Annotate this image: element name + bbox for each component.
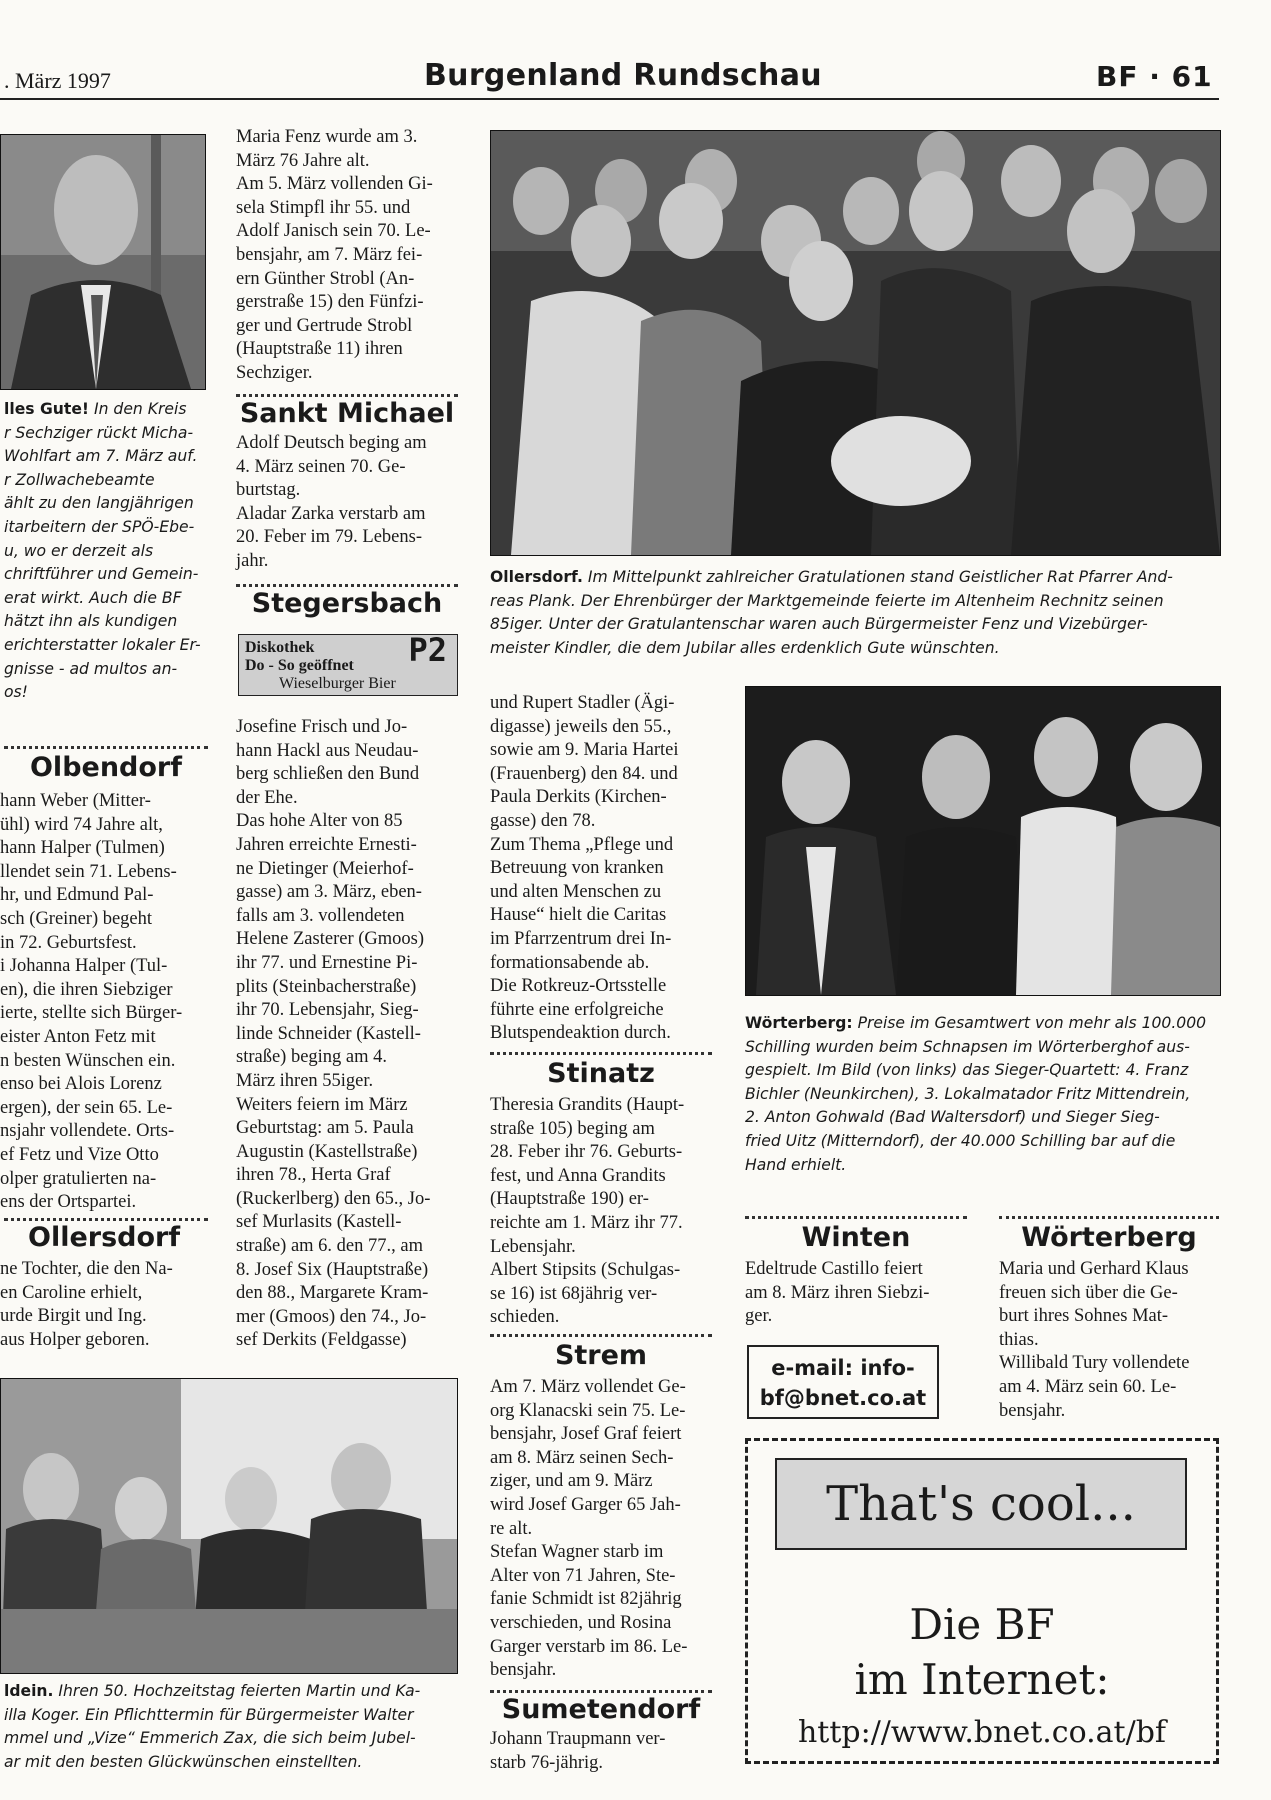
text-line: digasse) jeweils den 55., xyxy=(490,716,672,737)
divider xyxy=(999,1216,1219,1219)
text-line: 8. Josef Six (Hauptstraße) xyxy=(236,1259,429,1280)
caption-text: Bichler (Neunkirchen), 3. Lokalmatador Fritz Mittendrein, xyxy=(745,1084,1191,1103)
text-line: eister Anton Fetz mit xyxy=(0,1026,156,1047)
text-line: und alten Menschen zu xyxy=(490,881,662,902)
text-line: Maria Fenz wurde am 3. xyxy=(236,127,418,147)
divider xyxy=(236,394,458,397)
text-line: starb 76-jährig. xyxy=(490,1752,604,1773)
text-line: sch (Greiner) begeht xyxy=(0,908,153,929)
caption-line xyxy=(4,610,208,634)
text-line: urde Birgit und Ing. xyxy=(0,1306,147,1327)
article-stegersbach-continued xyxy=(490,692,712,1046)
heading-sumetendorf: Sumetendorf xyxy=(501,1694,701,1725)
text-line: ens der Ortspartei. xyxy=(0,1192,137,1213)
heading-woerterberg: Wörterberg xyxy=(1021,1222,1197,1253)
caption-line xyxy=(745,1106,1219,1130)
text-line: re alt. xyxy=(490,1518,533,1539)
text-line: ühl) wird 74 Jahre alt, xyxy=(0,814,163,835)
caption-lead: Wörterberg: xyxy=(745,1014,853,1032)
heading-sankt-michael: Sankt Michael xyxy=(239,398,455,429)
text-line: hann Hackl aus Neudau- xyxy=(236,740,419,761)
text-line: ne Tochter, die den Na- xyxy=(0,1259,173,1279)
caption-text: r Zollwachebeamte xyxy=(4,470,155,489)
caption-lead: lles Gute! xyxy=(4,400,90,418)
divider xyxy=(490,1052,712,1055)
text-line: 28. Feber ihr 76. Geburts- xyxy=(490,1142,683,1163)
text-line: hann Weber (Mitter- xyxy=(0,791,151,811)
text-line: ger. xyxy=(745,1306,773,1327)
caption-line xyxy=(4,492,208,516)
text-line: März ihren 55iger. xyxy=(236,1070,374,1091)
caption-text: Wohlfart am 7. März auf. xyxy=(4,447,198,466)
caption-text: erichterstatter lokaler Er- xyxy=(4,635,201,654)
text-line: Geburtstag: am 5. Paula xyxy=(236,1118,414,1139)
text-line: olper gratulierten na- xyxy=(0,1168,157,1189)
text-line: bensjahr, Josef Graf feiert xyxy=(490,1424,682,1445)
caption-text: gespielt. Im Bild (von links) das Sieger-Quartett: 4. Franz xyxy=(745,1061,1189,1080)
caption-line xyxy=(745,1059,1219,1083)
divider xyxy=(490,1334,712,1337)
text-line: Maria und Gerhard Klaus xyxy=(999,1259,1189,1279)
email-box xyxy=(747,1345,939,1419)
text-line: verschieden, und Rosina xyxy=(490,1612,672,1633)
text-line: ziger, und am 9. März xyxy=(490,1471,653,1492)
text-line: Sechziger. xyxy=(236,362,313,383)
text-line: sowie am 9. Maria Hartei xyxy=(490,740,679,761)
caption-line xyxy=(4,540,208,564)
text-line: ger und Gertrude Strobl xyxy=(236,315,413,336)
text-line: ne Dietinger (Meierhof- xyxy=(236,858,414,879)
newspaper-title: Burgenland Rundschau xyxy=(424,58,822,93)
caption-text: Im Mittelpunkt zahlreicher Gratulationen stand Geistlicher Rat Pfarrer And- xyxy=(582,568,1173,586)
text-line: der Ehe. xyxy=(236,787,298,808)
ad-line: Diskothek xyxy=(245,639,315,656)
p2-logo: P2 xyxy=(408,631,447,669)
promo-line: im Internet: xyxy=(854,1655,1110,1704)
text-line: Am 5. März vollenden Gi- xyxy=(236,174,433,195)
heading-stinatz: Stinatz xyxy=(547,1058,655,1089)
divider xyxy=(4,1218,208,1221)
text-line: Das hohe Alter von 85 xyxy=(236,811,403,832)
caption-line xyxy=(745,1036,1219,1060)
caption-line xyxy=(4,469,208,493)
text-line: Theresia Grandits (Haupt- xyxy=(490,1095,685,1115)
text-line: Weiters feiern im März xyxy=(236,1094,408,1115)
text-line: jahr. xyxy=(236,550,269,571)
caption-lead: Ollersdorf. xyxy=(490,568,583,586)
divider xyxy=(236,584,458,587)
header-rule xyxy=(0,98,1219,100)
article-sumetendorf xyxy=(490,1728,712,1775)
text-line: ern Günther Strobl (An- xyxy=(236,268,415,289)
caption-text: 2. Anton Gohwald (Bad Waltersdorf) und Sieger Sieg- xyxy=(745,1108,1160,1127)
caption-text: gnisse - ad multos an- xyxy=(4,659,178,678)
anniversary-caption xyxy=(4,1680,460,1774)
text-line: Paula Derkits (Kirchen- xyxy=(490,787,667,808)
text-line: straße 105) beging am xyxy=(490,1118,655,1139)
caption-line xyxy=(4,1751,460,1775)
text-line: Willibald Tury vollendete xyxy=(999,1353,1190,1374)
text-line: in 72. Geburtsfest. xyxy=(0,932,137,953)
text-line: n besten Wünschen ein. xyxy=(0,1050,176,1071)
text-line: mer (Gmoos) den 74., Jo- xyxy=(236,1306,427,1327)
text-line: sela Stimpfl ihr 55. und xyxy=(236,197,411,218)
text-line: Jahren erreichte Ernesti- xyxy=(236,834,417,855)
text-line: plits (Steinbacherstraße) xyxy=(236,976,417,997)
text-line: bensjahr. xyxy=(490,1660,557,1681)
caption-text: Preise im Gesamtwert von mehr als 100.000 xyxy=(852,1014,1207,1032)
caption-line xyxy=(745,1154,1219,1178)
text-line: en), die ihren Siebziger xyxy=(0,979,173,1000)
text-line: hr, und Edmund Pal- xyxy=(0,885,154,906)
ad-line: Do - So geöffnet xyxy=(245,657,354,674)
article-winten xyxy=(745,1258,967,1329)
text-line: bensjahr, am 7. März fei- xyxy=(236,244,423,265)
text-line: Edeltrude Castillo feiert xyxy=(745,1259,923,1279)
text-line: am 8. März seinen Sech- xyxy=(490,1447,674,1468)
caption-text: os! xyxy=(4,683,28,702)
text-line: Helene Zasterer (Gmoos) xyxy=(236,929,424,950)
text-line: reichte am 1. März ihr 77. xyxy=(490,1212,683,1233)
text-line: ergen), der sein 65. Le- xyxy=(0,1097,173,1118)
text-line: führte eine erfolgreiche xyxy=(490,999,664,1020)
text-line: 20. Feber im 79. Lebens- xyxy=(236,527,422,548)
text-line: Garger verstarb im 86. Le- xyxy=(490,1636,688,1657)
caption-text: u, wo er derzeit als xyxy=(4,541,154,560)
text-line: Johann Traupmann ver- xyxy=(490,1729,666,1749)
article-sankt-michael xyxy=(236,432,458,574)
caption-line xyxy=(4,398,208,422)
caption-text: Ihren 50. Hochzeitstag feierten Martin und Ka- xyxy=(53,1682,421,1700)
text-line: Zum Thema „Pflege und xyxy=(490,834,674,855)
article-ollersdorf xyxy=(0,1258,208,1352)
divider xyxy=(490,1690,712,1693)
caption-line xyxy=(490,613,1219,637)
text-line: fest, und Anna Grandits xyxy=(490,1165,666,1186)
text-line: linde Schneider (Kastell- xyxy=(236,1023,421,1044)
heading-winten: Winten xyxy=(801,1222,911,1253)
text-line: straße) am 6. den 77., am xyxy=(236,1236,423,1257)
caption-line xyxy=(745,1130,1219,1154)
text-line: org Klanacski sein 75. Le- xyxy=(490,1400,686,1421)
caption-line xyxy=(490,566,1219,590)
caption-text: In den Kreis xyxy=(89,400,187,418)
ad-line: Wieselburger Bier xyxy=(279,675,396,692)
caption-line xyxy=(4,634,208,658)
text-line: ef Fetz und Vize Otto xyxy=(0,1144,159,1165)
text-line: am 8. März ihren Siebzi- xyxy=(745,1282,930,1303)
caption-line xyxy=(4,1680,460,1704)
promo-line: Die BF xyxy=(909,1600,1055,1649)
text-line: bensjahr. xyxy=(999,1400,1066,1421)
caption-text: mmel und „Vize“ Emmerich Zax, die sich beim Jubel- xyxy=(4,1729,416,1748)
text-line: ihr 70. Lebensjahr, Sieg- xyxy=(236,1000,419,1021)
caption-line xyxy=(4,658,208,682)
text-line: ierte, stellte sich Bürger- xyxy=(0,1003,183,1024)
caption-text: meister Kindler, die dem Jubilar alles erdenklich Gute wünschten. xyxy=(490,638,1000,657)
caption-line xyxy=(4,1704,460,1728)
text-line: hann Halper (Tulmen) xyxy=(0,838,165,859)
divider xyxy=(4,746,208,749)
article-stegersbach xyxy=(236,716,458,1353)
text-line: berg schließen den Bund xyxy=(236,764,420,785)
heading-olbendorf: Olbendorf xyxy=(29,752,182,783)
caption-text: Schilling wurden beim Schnapsen im Wörterberghof aus- xyxy=(745,1037,1190,1056)
caption-text: chriftführer und Gemein- xyxy=(4,565,199,584)
caption-line xyxy=(4,563,208,587)
caption-line xyxy=(745,1083,1219,1107)
text-line: Blutspendeaktion durch. xyxy=(490,1023,671,1044)
text-line: (Ruckerlberg) den 65., Jo- xyxy=(236,1188,431,1209)
text-line: sef Derkits (Feldgasse) xyxy=(236,1330,407,1351)
text-line: se 16) ist 68jährig ver- xyxy=(490,1283,658,1304)
text-line: straße) beging am 4. xyxy=(236,1047,388,1068)
text-line: formationsabende ab. xyxy=(490,952,650,973)
text-line: März 76 Jahre alt. xyxy=(236,150,370,171)
caption-text: fried Uitz (Mitterndorf), der 40.000 Schilling bar auf die xyxy=(745,1131,1176,1150)
text-line: en Caroline erhielt, xyxy=(0,1282,143,1303)
heading-strem: Strem xyxy=(554,1340,648,1371)
text-line: ihren 78., Herta Graf xyxy=(236,1165,391,1186)
caption-line xyxy=(490,637,1219,661)
ollersdorf-photo-caption xyxy=(490,566,1219,660)
text-line: Lebensjahr. xyxy=(490,1236,576,1257)
text-line: i Johanna Halper (Tul- xyxy=(0,956,168,977)
caption-line xyxy=(4,445,208,469)
woerterberg-winners-photo xyxy=(745,686,1221,996)
disco-p2-ad xyxy=(238,631,458,696)
text-line: Betreuung von kranken xyxy=(490,858,664,879)
caption-line xyxy=(745,1012,1219,1036)
text-line: fanie Schmidt ist 82jährig xyxy=(490,1589,682,1610)
text-line: Die Rotkreuz-Ortsstelle xyxy=(490,976,667,997)
text-line: (Hauptstraße 190) er- xyxy=(490,1189,649,1210)
text-line: im Pfarrzentrum drei In- xyxy=(490,928,672,949)
text-line: (Frauenberg) den 84. und xyxy=(490,763,678,784)
article-woerterberg xyxy=(999,1258,1219,1423)
text-line: wird Josef Garger 65 Jah- xyxy=(490,1494,681,1515)
caption-text: ählt zu den langjährigen xyxy=(4,494,194,513)
text-line: nsjahr vollendete. Orts- xyxy=(0,1121,175,1142)
caption-text: itarbeitern der SPÖ-Ebe- xyxy=(4,517,195,536)
article-strem xyxy=(490,1376,712,1683)
text-line: Alter von 71 Jahren, Ste- xyxy=(490,1565,676,1586)
caption-line xyxy=(4,587,208,611)
caption-text: illa Koger. Ein Pflichttermin für Bürgermeister Walter xyxy=(4,1705,414,1724)
text-line: burtstag. xyxy=(236,480,301,501)
caption-text: hätzt ihn als kundigen xyxy=(4,612,178,631)
text-line: Augustin (Kastellstraße) xyxy=(236,1141,418,1162)
text-line: gasse) am 3. März, eben- xyxy=(236,882,422,903)
text-line: Am 7. März vollendet Ge- xyxy=(490,1377,686,1397)
heading-ollersdorf: Ollersdorf xyxy=(28,1222,181,1253)
text-line: (Hauptstraße 11) ihren xyxy=(236,339,403,360)
ollersdorf-group-photo xyxy=(490,130,1221,556)
caption-text: 85iger. Unter der Gratulantenschar waren auch Bürgermeister Fenz und Vizebürger- xyxy=(490,615,1148,634)
text-line: und Rupert Stadler (Ägi- xyxy=(490,693,675,713)
caption-text: Hand erhielt. xyxy=(745,1155,847,1174)
text-line: 4. März seinen 70. Ge- xyxy=(236,456,406,477)
caption-line xyxy=(490,590,1219,614)
text-line: Albert Stipsits (Schulgas- xyxy=(490,1260,681,1281)
caption-line xyxy=(4,422,208,446)
text-line: gasse) den 78. xyxy=(490,810,596,831)
promo-banner: That's cool... xyxy=(775,1458,1187,1550)
article-continued xyxy=(236,126,458,386)
text-line: falls am 3. vollendeten xyxy=(236,905,405,926)
caption-line xyxy=(4,681,208,705)
woerterberg-photo-caption xyxy=(745,1012,1219,1177)
text-line: gerstraße 15) den Fünfzi- xyxy=(236,292,424,313)
caption-text: erat wirkt. Auch die BF xyxy=(4,588,182,607)
email-line: e-mail: info- xyxy=(771,1356,915,1380)
text-line: am 4. März sein 60. Le- xyxy=(999,1376,1177,1397)
text-line: Adolf Janisch sein 70. Le- xyxy=(236,221,431,242)
article-stinatz xyxy=(490,1094,712,1330)
heading-stegersbach: Stegersbach xyxy=(251,588,443,619)
anniversary-photo xyxy=(0,1378,458,1674)
article-olbendorf xyxy=(0,790,208,1215)
text-line: aus Holper geboren. xyxy=(0,1329,150,1350)
text-line: ihr 77. und Ernestine Pi- xyxy=(236,952,418,973)
text-line: schieden. xyxy=(490,1307,560,1328)
caption-line xyxy=(4,516,208,540)
text-line: Aladar Zarka verstarb am xyxy=(236,503,426,524)
text-line: burt ihres Sohnes Mat- xyxy=(999,1306,1169,1327)
caption-text: ar mit den besten Glückwünschen einstellten. xyxy=(4,1752,363,1771)
text-line: freuen sich über die Ge- xyxy=(999,1282,1178,1303)
text-line: sef Murlasits (Kastell- xyxy=(236,1212,402,1233)
text-line: enso bei Alois Lorenz xyxy=(0,1074,162,1095)
text-line: llendet sein 71. Lebens- xyxy=(0,861,177,882)
caption-line xyxy=(4,1727,460,1751)
caption-lead: ldein. xyxy=(4,1682,54,1700)
text-line: Adolf Deutsch beging am xyxy=(236,433,427,453)
text-line: thias. xyxy=(999,1329,1039,1350)
portrait-caption xyxy=(4,398,208,705)
issue-date: . März 1997 xyxy=(4,68,111,93)
email-line: bf@bnet.co.at xyxy=(759,1386,927,1410)
page-number: BF · 61 xyxy=(1096,60,1213,93)
text-line: Hause“ hielt die Caritas xyxy=(490,905,667,926)
text-line: Stefan Wagner starb im xyxy=(490,1542,664,1563)
divider xyxy=(745,1216,967,1219)
caption-text: reas Plank. Der Ehrenbürger der Marktgemeinde feierte im Altenheim Rechnitz seinen xyxy=(490,591,1164,610)
text-line: Josefine Frisch und Jo- xyxy=(236,717,408,737)
portrait-photo xyxy=(0,134,206,390)
promo-url: http://www.bnet.co.at/bf xyxy=(797,1715,1167,1750)
text-line: den 88., Margarete Kram- xyxy=(236,1283,429,1304)
caption-text: r Sechziger rückt Micha- xyxy=(4,423,194,442)
